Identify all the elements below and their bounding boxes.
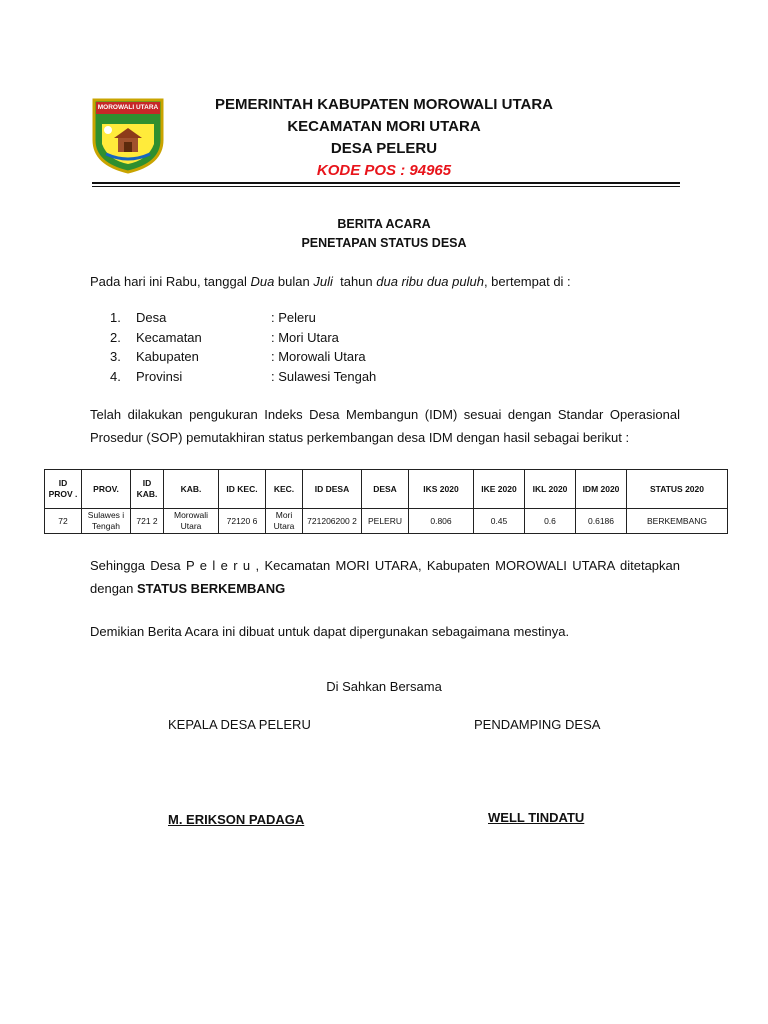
header-cell: KEC. — [266, 470, 303, 509]
cell-ikl: 0.6 — [525, 509, 576, 534]
header-cell: ID PROV . — [45, 470, 82, 509]
intro-text-3: tahun — [332, 274, 377, 289]
signature-heading: Di Sahkan Bersama — [326, 679, 442, 694]
conclusion-text: Sehingga Desa P e l e r u , Kecamatan MORI UTARA, Kabupaten MOROWALI UTARA ditetapkan dengan — [90, 558, 680, 596]
cell-idm: 0.6186 — [576, 509, 627, 534]
cell-id-kec: 72120 6 — [219, 509, 266, 534]
header-cell: STATUS 2020 — [627, 470, 728, 509]
list-item: 4. Provinsi : Sulawesi Tengah — [110, 368, 377, 384]
header-cell: ID KAB. — [131, 470, 164, 509]
cell-prov: Sulawes i Tengah — [82, 509, 131, 534]
header-postal-code: KODE POS : 94965 — [316, 162, 452, 179]
intro-text-1: Pada hari ini Rabu, tanggal — [90, 274, 251, 289]
list-item: 1. Desa : Peleru — [110, 310, 316, 325]
signature-right-name: WELL TINDATU — [488, 810, 585, 825]
header-village: DESA PELERU — [330, 140, 438, 157]
cell-status: BERKEMBANG — [627, 509, 728, 534]
intro-text-2: bulan — [274, 274, 314, 289]
measurement-paragraph: Telah dilakukan pengukuran Indeks Desa Membangun (IDM) sesuai dengan Standar Operasional Prosedur (SOP) pemutakhiran status perkembangan desa IDM dengan hasil sebagai berikut : — [90, 407, 680, 445]
header-rule-thick — [92, 182, 680, 184]
header-cell: IKS 2020 — [409, 470, 474, 509]
header-cell: DESA — [362, 470, 409, 509]
document-subtitle: PENETAPAN STATUS DESA — [301, 236, 467, 250]
cell-id-desa: 721206200 2 — [303, 509, 362, 534]
header-cell: KAB. — [164, 470, 219, 509]
location-list — [110, 310, 376, 388]
header-cell: IDM 2020 — [576, 470, 627, 509]
regency-logo — [90, 94, 166, 174]
header-government: PEMERINTAH KABUPATEN MOROWALI UTARA — [214, 96, 554, 113]
cell-kec: Mori Utara — [266, 509, 303, 534]
cell-iks: 0.806 — [409, 509, 474, 534]
table-row — [45, 509, 728, 534]
list-item: 3. Kabupaten : Morowali Utara — [110, 349, 366, 364]
signature-left-title: KEPALA DESA PELERU — [168, 717, 311, 732]
list-item: 2. Kecamatan : Mori Utara — [110, 329, 339, 345]
intro-day: Dua — [250, 274, 275, 289]
intro-text-4: , bertempat di : — [483, 274, 571, 289]
header-rule-thin — [92, 186, 680, 187]
conclusion-paragraph — [90, 554, 680, 600]
idm-table — [44, 469, 728, 534]
cell-ike: 0.45 — [474, 509, 525, 534]
conclusion-status: STATUS BERKEMBANG — [137, 581, 286, 596]
header-cell: IKE 2020 — [474, 470, 525, 509]
signature-right-title: PENDAMPING DESA — [474, 717, 601, 732]
cell-kab: Morowali Utara — [164, 509, 219, 534]
header-cell: PROV. — [82, 470, 131, 509]
header-cell: ID KEC. — [219, 470, 266, 509]
cell-id-kab: 721 2 — [131, 509, 164, 534]
header-district: KECAMATAN MORI UTARA — [287, 118, 481, 135]
header-cell: ID DESA — [303, 470, 362, 509]
document-title: BERITA ACARA — [337, 217, 431, 231]
logo-banner-text: MOROWALI UTARA — [97, 104, 159, 111]
cell-desa: PELERU — [362, 509, 409, 534]
intro-year: dua ribu dua puluh — [376, 274, 484, 289]
closing-paragraph: Demikian Berita Acara ini dibuat untuk dapat dipergunakan sebagaimana mestinya. — [90, 624, 570, 639]
intro-paragraph — [90, 270, 680, 293]
cell-id-prov: 72 — [45, 509, 82, 534]
table-header-row — [45, 470, 728, 509]
intro-month: Juli — [313, 274, 333, 289]
signature-left-name: M. ERIKSON PADAGA — [168, 812, 305, 827]
header-cell: IKL 2020 — [525, 470, 576, 509]
